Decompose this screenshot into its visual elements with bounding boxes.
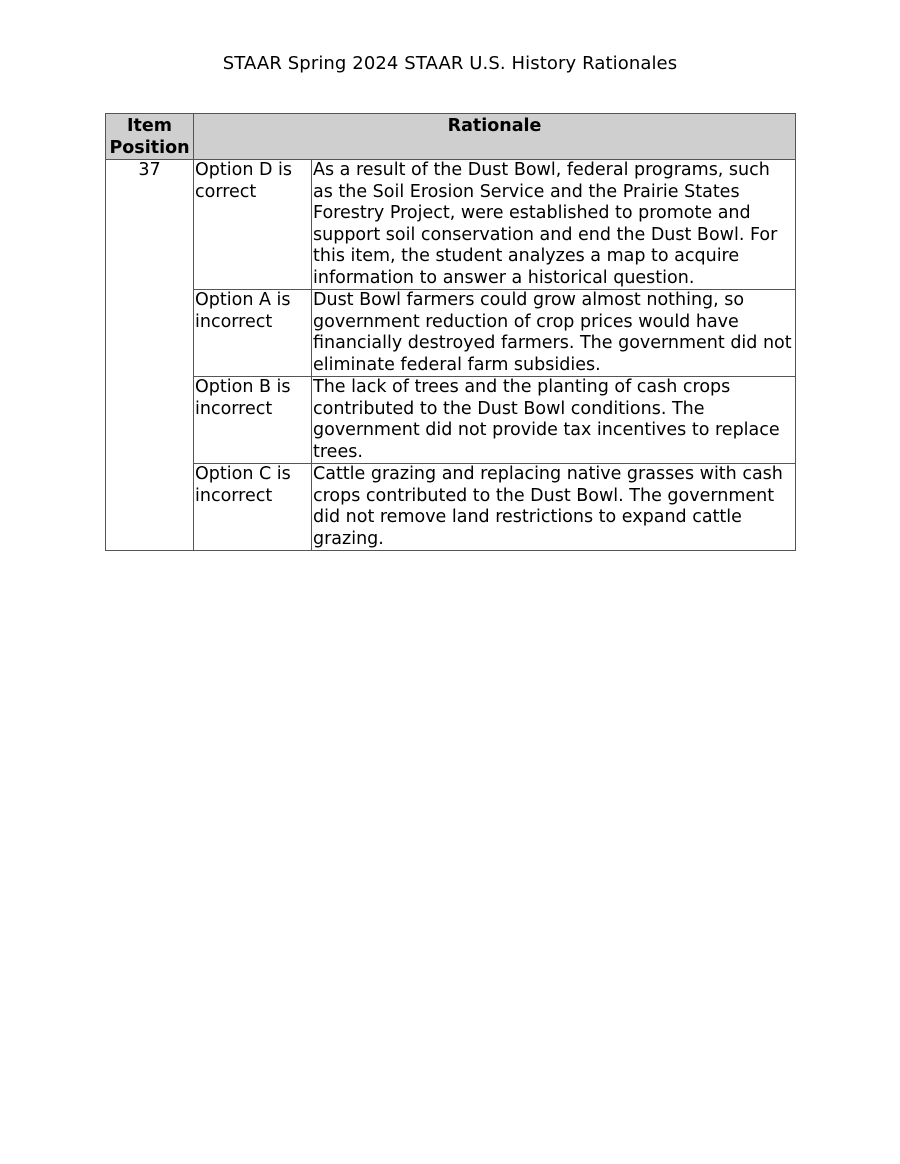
item-number: 37 (106, 160, 194, 551)
rationale-text: Cattle grazing and replacing native grasses with cash crops contributed to the Dust Bowl. The government did not remove land restrictions to expand cattle grazing. (312, 464, 796, 551)
table-row (106, 464, 796, 551)
table-row (106, 160, 796, 290)
table-row (106, 377, 796, 464)
option-label: Option A is incorrect (194, 290, 312, 377)
rationale-text: The lack of trees and the planting of cash crops contributed to the Dust Bowl conditions. The government did not provide tax incentives to replace trees. (312, 377, 796, 464)
rationale-header: Rationale (194, 114, 796, 160)
table-row (106, 290, 796, 377)
table-header-row (106, 114, 796, 160)
option-label: Option D is correct (194, 160, 312, 290)
rationale-text: As a result of the Dust Bowl, federal programs, such as the Soil Erosion Service and the Prairie States Forestry Project, were established to promote and support soil conservation and end the Dust Bowl. For this item, the student analyzes a map to acquire information to answer a historical question. (312, 160, 796, 290)
option-label: Option C is incorrect (194, 464, 312, 551)
page-header: STAAR Spring 2024 STAAR U.S. History Rationales (222, 53, 678, 74)
option-label: Option B is incorrect (194, 377, 312, 464)
rationale-text: Dust Bowl farmers could grow almost nothing, so government reduction of crop prices would have financially destroyed farmers. The government did not eliminate federal farm subsidies. (312, 290, 796, 377)
rationale-table (105, 113, 796, 551)
item-position-header: Item Position (106, 114, 194, 160)
